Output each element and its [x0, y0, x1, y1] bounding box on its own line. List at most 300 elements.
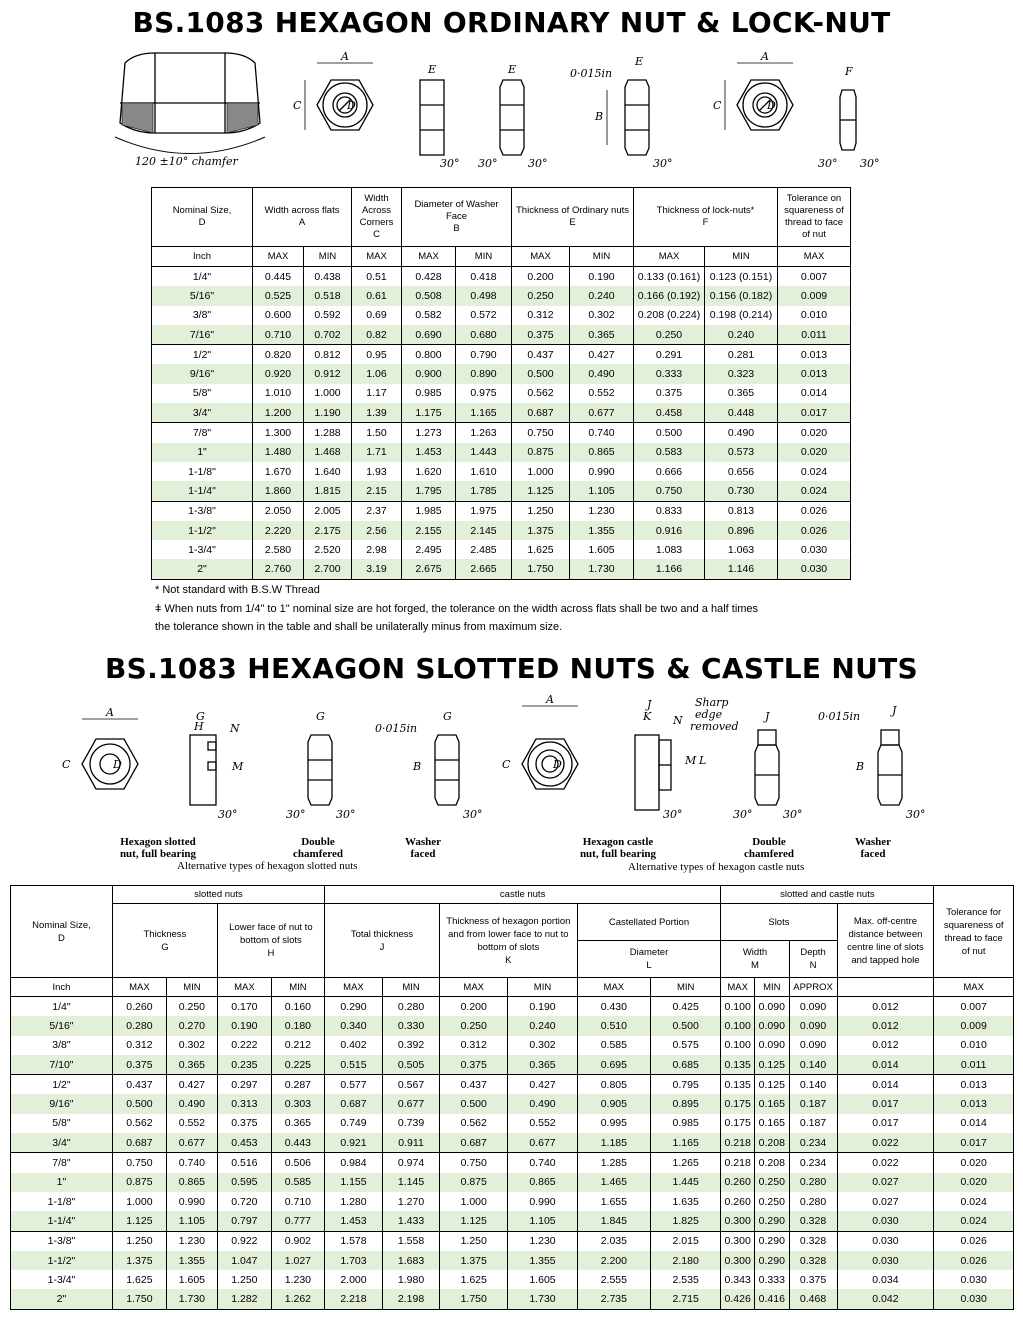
value-cell: 2.175	[304, 521, 352, 540]
value-cell: 1.558	[383, 1231, 440, 1251]
value-cell: 1.610	[456, 462, 512, 481]
value-cell: 0.710	[271, 1192, 324, 1211]
value-cell: 0.875	[112, 1173, 166, 1192]
value-cell: 0.975	[456, 384, 512, 403]
svg-text:30°: 30°	[906, 808, 926, 821]
value-cell: 0.552	[570, 384, 634, 403]
value-cell: 0.562	[112, 1114, 166, 1133]
svg-text:L: L	[699, 754, 707, 767]
header2-slotted-castle: slotted and castle nuts	[721, 886, 934, 904]
value-cell: 0.198 (0.214)	[705, 306, 778, 325]
table-row	[11, 1114, 1014, 1133]
value-cell: 1.355	[508, 1251, 577, 1270]
svg-text:30°: 30°	[440, 157, 460, 170]
value-cell: 0.510	[577, 1016, 650, 1035]
value-cell: 0.680	[456, 325, 512, 345]
value-cell: 1.433	[383, 1211, 440, 1231]
value-cell: 1.000	[512, 462, 570, 481]
value-cell: 0.160	[271, 997, 324, 1017]
nominal-size-cell: 1-3/4"	[152, 540, 253, 559]
value-cell: 0.750	[634, 481, 705, 501]
table-row	[11, 1016, 1014, 1035]
caption-double-chamfered: Double chamfered	[293, 836, 343, 860]
value-cell: 2.37	[352, 501, 402, 521]
value-cell: 0.123 (0.151)	[705, 267, 778, 287]
value-cell: 0.090	[754, 997, 789, 1017]
value-cell: 0.034	[837, 1270, 934, 1289]
value-cell: 1.468	[304, 443, 352, 462]
value-cell: 0.730	[705, 481, 778, 501]
svg-text:M: M	[685, 754, 697, 767]
nominal-size-cell: 7/8"	[11, 1153, 113, 1173]
value-cell: 1.230	[508, 1231, 577, 1251]
value-cell: 0.984	[324, 1153, 382, 1173]
value-cell: 0.797	[217, 1211, 271, 1231]
value-cell: 0.200	[440, 997, 508, 1017]
table-row	[11, 1211, 1014, 1231]
slotted-castle-nut-table	[10, 885, 1014, 1310]
value-cell: 0.013	[778, 364, 851, 383]
value-cell: 1.280	[324, 1192, 382, 1211]
value-cell: 0.490	[705, 423, 778, 443]
value-cell: 0.375	[789, 1270, 837, 1289]
value-cell: 0.425	[651, 997, 721, 1017]
value-cell: 0.402	[324, 1036, 382, 1055]
value-cell: 2.535	[651, 1270, 721, 1289]
value-cell: 0.100	[721, 997, 755, 1017]
value-cell: 1.273	[402, 423, 456, 443]
value-cell: 0.505	[383, 1055, 440, 1075]
t2-subheader-cell: MAX	[217, 978, 271, 997]
value-cell: 0.426	[721, 1289, 755, 1309]
value-cell: 0.375	[440, 1055, 508, 1075]
value-cell: 0.287	[271, 1075, 324, 1095]
value-cell: 0.990	[508, 1192, 577, 1211]
nominal-size-cell: 5/8"	[11, 1114, 113, 1133]
value-cell: 0.133 (0.161)	[634, 267, 705, 287]
value-cell: 1.145	[383, 1173, 440, 1192]
value-cell: 0.333	[634, 364, 705, 383]
value-cell: 0.577	[324, 1075, 382, 1095]
value-cell: 1.06	[352, 364, 402, 383]
value-cell: 1.230	[271, 1270, 324, 1289]
value-cell: 0.250	[166, 997, 217, 1017]
nominal-size-cell: 9/16"	[11, 1094, 113, 1113]
value-cell: 2.220	[253, 521, 304, 540]
value-cell: 1.105	[508, 1211, 577, 1231]
value-cell: 0.250	[754, 1192, 789, 1211]
value-cell: 0.740	[508, 1153, 577, 1173]
svg-text:J: J	[892, 704, 897, 717]
nominal-size-cell: 1/2"	[11, 1075, 113, 1095]
value-cell: 0.453	[217, 1133, 271, 1153]
value-cell: 0.985	[651, 1114, 721, 1133]
t2-subheader-cell: MAX	[721, 978, 755, 997]
value-cell: 0.020	[934, 1173, 1014, 1192]
value-cell: 0.024	[934, 1192, 1014, 1211]
value-cell: 0.180	[271, 1016, 324, 1035]
nominal-size-cell: 1/2"	[152, 345, 253, 365]
value-cell: 1.105	[166, 1211, 217, 1231]
value-cell: 0.890	[456, 364, 512, 383]
value-cell: 0.312	[512, 306, 570, 325]
caption-washer-faced: Washer faced	[404, 836, 442, 860]
svg-text:C: C	[293, 99, 302, 112]
value-cell: 0.250	[512, 286, 570, 305]
value-cell: 2.155	[402, 521, 456, 540]
value-cell: 1.250	[112, 1231, 166, 1251]
value-cell: 0.270	[166, 1016, 217, 1035]
value-cell: 0.012	[837, 1016, 934, 1035]
value-cell: 1.39	[352, 403, 402, 423]
value-cell: 0.740	[166, 1153, 217, 1173]
page-title-slotted-nuts: BS.1083 HEXAGON SLOTTED NUTS & CASTLE NUTS	[105, 652, 918, 685]
value-cell: 0.135	[721, 1055, 755, 1075]
value-cell: 1.190	[304, 403, 352, 423]
value-cell: 0.291	[634, 345, 705, 365]
value-cell: 0.656	[705, 462, 778, 481]
page-title-ordinary-nuts: BS.1083 HEXAGON ORDINARY NUT & LOCK-NUT	[132, 6, 891, 39]
value-cell: 0.749	[324, 1114, 382, 1133]
value-cell: 0.135	[721, 1075, 755, 1095]
svg-text:D: D	[347, 99, 356, 112]
header2-offcentre: Max. off-centre distance between centre line of slots and tapped hole	[837, 904, 934, 978]
value-cell: 0.234	[789, 1133, 837, 1153]
value-cell: 1.265	[651, 1153, 721, 1173]
value-cell: 1.860	[253, 481, 304, 501]
svg-text:B: B	[856, 760, 865, 773]
value-cell: 0.302	[166, 1036, 217, 1055]
value-cell: 1.000	[112, 1192, 166, 1211]
value-cell: 0.418	[456, 267, 512, 287]
svg-text:E: E	[635, 55, 644, 68]
value-cell: 1.270	[383, 1192, 440, 1211]
value-cell: 0.328	[789, 1251, 837, 1270]
value-cell: 0.750	[440, 1153, 508, 1173]
value-cell: 0.260	[112, 997, 166, 1017]
value-cell: 1.730	[570, 559, 634, 579]
value-cell: 2.035	[577, 1231, 650, 1251]
value-cell: 0.585	[271, 1173, 324, 1192]
table-row	[152, 384, 851, 403]
t1-subheader-cell: MIN	[456, 247, 512, 267]
svg-text:K: K	[643, 710, 652, 723]
slotted-nut-side-view	[190, 710, 244, 821]
value-cell: 1.262	[271, 1289, 324, 1309]
value-cell: 0.100	[721, 1036, 755, 1055]
nominal-size-cell: 1-1/2"	[152, 521, 253, 540]
value-cell: 0.468	[789, 1289, 837, 1309]
value-cell: 0.290	[754, 1251, 789, 1270]
value-cell: 0.007	[934, 997, 1014, 1017]
value-cell: 1.730	[508, 1289, 577, 1309]
svg-text:M: M	[232, 760, 244, 773]
value-cell: 1.155	[324, 1173, 382, 1192]
value-cell: 0.985	[402, 384, 456, 403]
value-cell: 0.974	[383, 1153, 440, 1173]
value-cell: 0.500	[112, 1094, 166, 1113]
value-cell: 0.443	[271, 1133, 324, 1153]
value-cell: 1.063	[705, 540, 778, 559]
nominal-size-cell: 1"	[11, 1173, 113, 1192]
value-cell: 0.234	[789, 1153, 837, 1173]
value-cell: 0.281	[705, 345, 778, 365]
table-row	[152, 481, 851, 501]
value-cell: 2.145	[456, 521, 512, 540]
value-cell: 0.687	[512, 403, 570, 423]
header-width-across-flats: Width across flats A	[253, 188, 352, 247]
value-cell: 2.555	[577, 1270, 650, 1289]
value-cell: 0.290	[754, 1211, 789, 1231]
table-row	[152, 325, 851, 345]
value-cell: 0.392	[383, 1036, 440, 1055]
nominal-size-cell: 3/8"	[152, 306, 253, 325]
ordinary-nut-table	[151, 187, 851, 580]
value-cell: 1.285	[577, 1153, 650, 1173]
value-cell: 0.030	[778, 540, 851, 559]
value-cell: 0.875	[440, 1173, 508, 1192]
table-row	[11, 1153, 1014, 1173]
value-cell: 0.995	[577, 1114, 650, 1133]
value-cell: 0.61	[352, 286, 402, 305]
value-cell: 0.009	[778, 286, 851, 305]
value-cell: 2.000	[324, 1270, 382, 1289]
value-cell: 0.508	[402, 286, 456, 305]
value-cell: 2.580	[253, 540, 304, 559]
t1-subheader-cell: MIN	[304, 247, 352, 267]
svg-text:30°: 30°	[218, 808, 238, 821]
value-cell: 1.300	[253, 423, 304, 443]
value-cell: 0.175	[721, 1094, 755, 1113]
value-cell: 0.800	[402, 345, 456, 365]
svg-text:J: J	[647, 698, 652, 711]
value-cell: 0.090	[754, 1036, 789, 1055]
svg-text:0·015in: 0·015in	[375, 722, 418, 735]
t1-subheader-cell: MAX	[634, 247, 705, 267]
value-cell: 1.263	[456, 423, 512, 443]
value-cell: 0.014	[934, 1114, 1014, 1133]
value-cell: 0.375	[217, 1114, 271, 1133]
svg-text:E: E	[508, 63, 517, 76]
value-cell: 2.485	[456, 540, 512, 559]
value-cell: 0.677	[166, 1133, 217, 1153]
caption-castle-double-chamfered: Double chamfered	[744, 836, 794, 860]
svg-text:30°: 30°	[818, 157, 838, 170]
value-cell: 0.328	[789, 1231, 837, 1251]
header-thickness-lock: Thickness of lock-nuts* F	[634, 188, 778, 247]
castle-nut-front-view	[502, 693, 578, 789]
t2-subheader-cell: MAX	[112, 978, 166, 997]
value-cell: 0.912	[304, 364, 352, 383]
value-cell: 1.125	[112, 1211, 166, 1231]
nominal-size-cell: 2"	[11, 1289, 113, 1309]
header2-castellated: Castellated Portion	[577, 904, 721, 941]
header-width-across-corners: Width Across Corners C	[352, 188, 402, 247]
value-cell: 0.516	[217, 1153, 271, 1173]
value-cell: 1.083	[634, 540, 705, 559]
value-cell: 1.640	[304, 462, 352, 481]
value-cell: 0.280	[789, 1192, 837, 1211]
value-cell: 2.200	[577, 1251, 650, 1270]
svg-text:E: E	[428, 63, 437, 76]
value-cell: 1.355	[166, 1251, 217, 1270]
value-cell: 0.911	[383, 1133, 440, 1153]
value-cell: 0.875	[512, 443, 570, 462]
value-cell: 1.750	[440, 1289, 508, 1309]
value-cell: 0.375	[112, 1055, 166, 1075]
subheader-row	[152, 247, 851, 267]
value-cell: 0.011	[934, 1055, 1014, 1075]
nominal-size-cell: 1-1/4"	[152, 481, 253, 501]
header-thickness-ordinary: Thickness of Ordinary nuts E	[512, 188, 634, 247]
value-cell: 0.813	[705, 501, 778, 521]
value-cell: 1.175	[402, 403, 456, 423]
value-cell: 0.024	[778, 462, 851, 481]
table-notes	[155, 581, 758, 637]
value-cell: 0.165	[754, 1114, 789, 1133]
t2-subheader-cell: MIN	[383, 978, 440, 997]
value-cell: 0.777	[271, 1211, 324, 1231]
nut-washer-faced-view	[570, 55, 673, 170]
value-cell: 0.865	[508, 1173, 577, 1192]
value-cell: 0.200	[512, 267, 570, 287]
table-row	[152, 267, 851, 287]
value-cell: 1.655	[577, 1192, 650, 1211]
slotted-nut-double-chamfered	[286, 710, 356, 821]
value-cell: 0.208	[754, 1133, 789, 1153]
svg-text:D: D	[767, 99, 776, 112]
nominal-size-cell: 1-1/8"	[11, 1192, 113, 1211]
table-row	[11, 1075, 1014, 1095]
value-cell: 0.166 (0.192)	[634, 286, 705, 305]
svg-text:30°: 30°	[733, 808, 753, 821]
value-cell: 0.020	[778, 423, 851, 443]
value-cell: 1.730	[166, 1289, 217, 1309]
value-cell: 0.013	[778, 345, 851, 365]
value-cell: 0.710	[253, 325, 304, 345]
table-row	[152, 306, 851, 325]
value-cell: 1.845	[577, 1211, 650, 1231]
t2-subheader-cell: Inch	[11, 978, 113, 997]
value-cell: 0.190	[217, 1016, 271, 1035]
caption-hex-castle: Hexagon castle nut, full bearing	[579, 836, 657, 860]
value-cell: 0.140	[789, 1075, 837, 1095]
header2-diameter: Diameter L	[577, 941, 721, 978]
note-not-standard: * Not standard with B.S.W Thread	[155, 584, 320, 596]
table-row	[152, 345, 851, 365]
value-cell: 1.605	[508, 1270, 577, 1289]
value-cell: 0.365	[508, 1055, 577, 1075]
value-cell: 1.17	[352, 384, 402, 403]
value-cell: 0.007	[778, 267, 851, 287]
svg-text:0·015in: 0·015in	[570, 67, 613, 80]
value-cell: 0.458	[634, 403, 705, 423]
value-cell: 0.920	[253, 364, 304, 383]
value-cell: 0.365	[271, 1114, 324, 1133]
value-cell: 0.013	[934, 1075, 1014, 1095]
t1-subheader-cell: MAX	[352, 247, 402, 267]
value-cell: 0.552	[166, 1114, 217, 1133]
value-cell: 1.027	[271, 1251, 324, 1270]
value-cell: 1.635	[651, 1192, 721, 1211]
t1-subheader-cell: MAX	[402, 247, 456, 267]
svg-text:30°: 30°	[860, 157, 880, 170]
value-cell: 0.895	[651, 1094, 721, 1113]
value-cell: 1.50	[352, 423, 402, 443]
table-row	[11, 1094, 1014, 1113]
header2-nominal-size: Nominal Size, D	[11, 886, 113, 978]
value-cell: 0.448	[705, 403, 778, 423]
svg-text:30°: 30°	[653, 157, 673, 170]
value-cell: 2.15	[352, 481, 402, 501]
value-cell: 1.985	[402, 501, 456, 521]
value-cell: 0.500	[634, 423, 705, 443]
t1-subheader-cell: MIN	[705, 247, 778, 267]
value-cell: 0.222	[217, 1036, 271, 1055]
header2-thickness: Thickness G	[112, 904, 217, 978]
header-nominal-size: Nominal Size, D	[152, 188, 253, 247]
nominal-size-cell: 7/8"	[152, 423, 253, 443]
value-cell: 2.495	[402, 540, 456, 559]
value-cell: 0.750	[112, 1153, 166, 1173]
value-cell: 0.010	[934, 1036, 1014, 1055]
value-cell: 2.015	[651, 1231, 721, 1251]
value-cell: 1.250	[217, 1270, 271, 1289]
note-hot-forged-cont: the tolerance shown in the table and shall be unilaterally minus from maximum size.	[155, 621, 563, 633]
value-cell: 0.82	[352, 325, 402, 345]
svg-text:C: C	[502, 758, 511, 771]
note-hot-forged: ǂ When nuts from 1/4" to 1" nominal size are hot forged, the tolerance on the width across flats shall be two and a half times	[155, 602, 759, 615]
value-cell: 0.297	[217, 1075, 271, 1095]
value-cell: 0.017	[934, 1133, 1014, 1153]
value-cell: 0.375	[634, 384, 705, 403]
value-cell: 0.009	[934, 1016, 1014, 1035]
t2-subheader-cell: MAX	[440, 978, 508, 997]
value-cell: 0.585	[577, 1036, 650, 1055]
t2-subheader-cell: MAX	[577, 978, 650, 997]
value-cell: 0.750	[512, 423, 570, 443]
value-cell: 0.375	[512, 325, 570, 345]
value-cell: 0.573	[705, 443, 778, 462]
value-cell: 0.500	[440, 1094, 508, 1113]
value-cell: 1.443	[456, 443, 512, 462]
value-cell: 0.260	[721, 1173, 755, 1192]
value-cell: 1.125	[512, 481, 570, 501]
value-cell: 2.98	[352, 540, 402, 559]
value-cell: 0.518	[304, 286, 352, 305]
nominal-size-cell: 3/4"	[152, 403, 253, 423]
value-cell: 0.014	[778, 384, 851, 403]
value-cell: 0.140	[789, 1055, 837, 1075]
value-cell: 1.282	[217, 1289, 271, 1309]
value-cell: 1.980	[383, 1270, 440, 1289]
value-cell: 0.030	[837, 1251, 934, 1270]
value-cell: 0.790	[456, 345, 512, 365]
value-cell: 0.51	[352, 267, 402, 287]
value-cell: 0.235	[217, 1055, 271, 1075]
value-cell: 0.017	[837, 1114, 934, 1133]
nominal-size-cell: 1-1/2"	[11, 1251, 113, 1270]
table-row	[152, 501, 851, 521]
table-row	[152, 403, 851, 423]
value-cell: 0.515	[324, 1055, 382, 1075]
value-cell: 0.562	[440, 1114, 508, 1133]
value-cell: 1.445	[651, 1173, 721, 1192]
value-cell: 1.625	[512, 540, 570, 559]
value-cell: 0.437	[512, 345, 570, 365]
value-cell: 0.030	[837, 1231, 934, 1251]
value-cell: 0.022	[837, 1133, 934, 1153]
